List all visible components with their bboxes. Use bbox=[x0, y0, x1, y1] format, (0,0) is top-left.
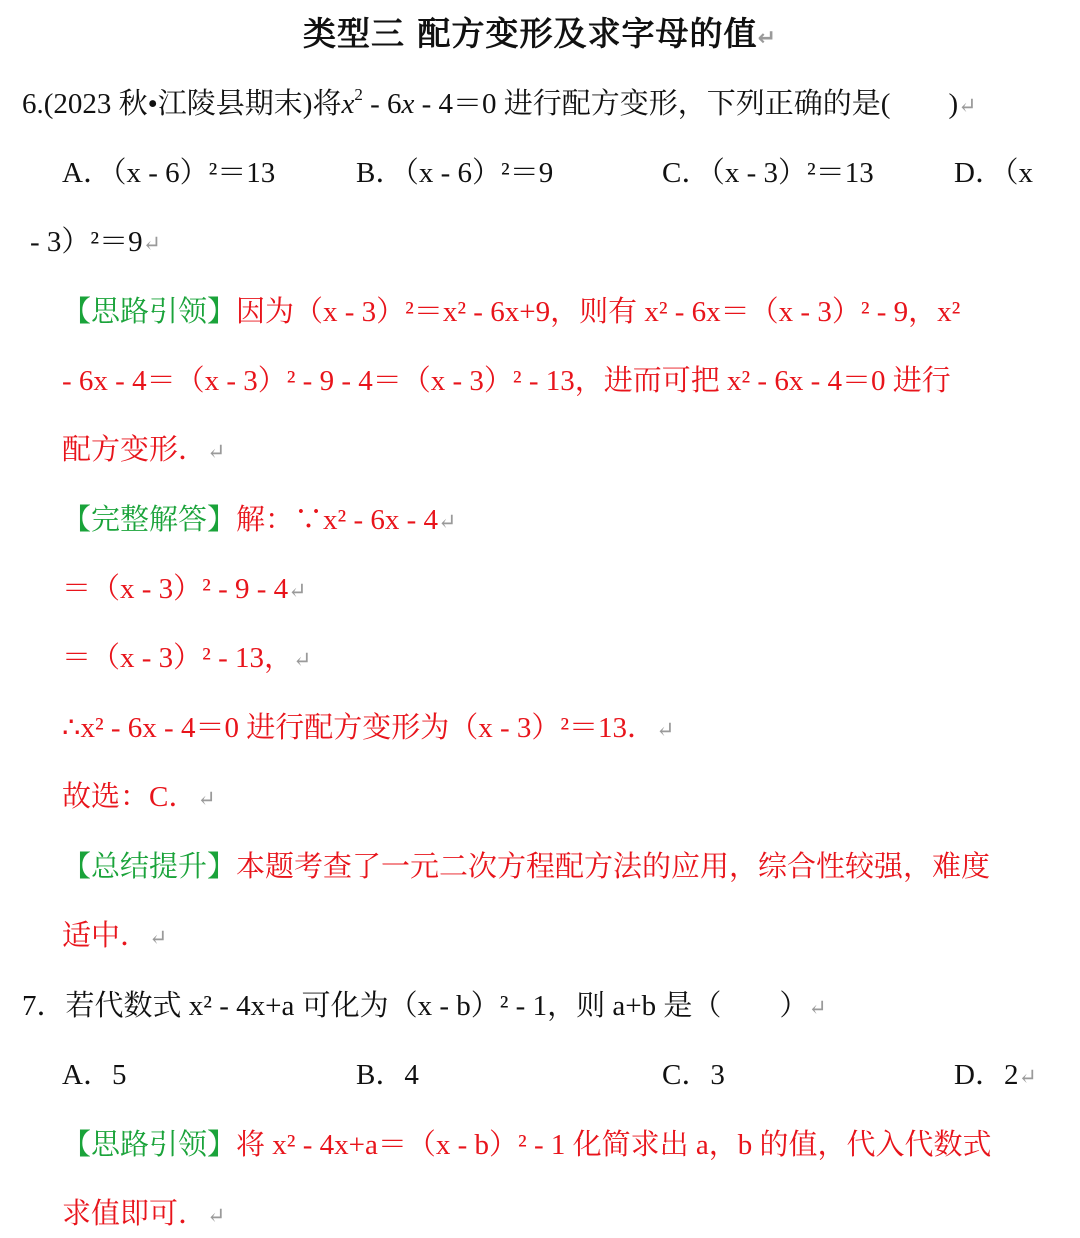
q6-answer-label: 【完整解答】 bbox=[62, 504, 237, 536]
paragraph-mark: ↵ bbox=[757, 26, 777, 51]
q6-answer-line1: 【完整解答】解：∵x² - 6x - 4↵ bbox=[62, 504, 457, 536]
q6-summary-line1: 【总结提升】本题考查了一元二次方程配方法的应用，综合性较强，难度 bbox=[62, 851, 991, 883]
q6-hint-text1: 因为（x - 3）²＝x² - 6x+9，则有 x² - 6x＝（x - 3）² - 9，x² bbox=[236, 296, 961, 328]
q7-stem-text: 7．若代数式 x² - 4x+a 可化为（x - b）² - 1，则 a+b 是（ ） bbox=[22, 990, 809, 1022]
q7-option-c: C．3 bbox=[662, 1059, 725, 1091]
q6-option-b: B．（x - 6）²＝9 bbox=[356, 157, 554, 189]
q6-option-a: A．（x - 6）²＝13 bbox=[62, 157, 276, 189]
q6-summary-label: 【总结提升】 bbox=[62, 851, 237, 883]
q6-answer-line3: ＝（x - 3）² - 13，↵ bbox=[62, 642, 312, 674]
q6-hint-line3: 配方变形．↵ bbox=[62, 434, 226, 466]
q6-option-c: C．（x - 3）²＝13 bbox=[662, 157, 874, 189]
q7-hint-label: 【思路引领】 bbox=[62, 1129, 237, 1161]
q6-hint-line2: - 6x - 4＝（x - 3）² - 9 - 4＝（x - 3）² - 13，进而可把 x² - 6x - 4＝0 进行 bbox=[62, 365, 951, 397]
q6-option-d: D．（x bbox=[954, 157, 1033, 189]
q7-option-b: B．4 bbox=[356, 1059, 419, 1091]
q6-option-d-continued: - 3）²＝9↵ bbox=[30, 226, 162, 258]
q7-stem: 7．若代数式 x² - 4x+a 可化为（x - b）² - 1，则 a+b 是（ ）↵ bbox=[22, 990, 827, 1022]
section-title-text: 类型三 配方变形及求字母的值 bbox=[303, 14, 758, 53]
q6-hint-label: 【思路引领】 bbox=[62, 296, 237, 328]
q6-stem-mid2: - 4＝0 进行配方变形，下列正确的是( ) bbox=[414, 88, 959, 120]
q6-answer-line2: ＝（x - 3）² - 9 - 4↵ bbox=[62, 573, 307, 605]
q6-stem-text: 6.(2023 秋•江陵县期末)将 bbox=[22, 88, 342, 120]
q7-hint-line2: 求值即可．↵ bbox=[62, 1198, 226, 1230]
q7-option-d: D．2↵ bbox=[954, 1059, 1037, 1091]
q7-hint-line1: 【思路引领】将 x² - 4x+a＝（x - b）² - 1 化简求出 a，b 的值，代入代数式 bbox=[62, 1129, 992, 1161]
q6-stem: 6.(2023 秋•江陵县期末)将$x^2 - 6x - 4=0$ 进行配方变形，下列正确的是( )↵ bbox=[22, 85, 977, 120]
section-title bbox=[0, 12, 1080, 61]
q7-option-a: A．5 bbox=[62, 1059, 127, 1091]
q6-summary-line2: 适中．↵ bbox=[62, 920, 168, 952]
q6-options bbox=[0, 153, 1080, 193]
q6-answer-line4: ∴x² - 6x - 4＝0 进行配方变形为（x - 3）²＝13．↵ bbox=[62, 712, 675, 744]
q6-choice: 故选：C．↵ bbox=[62, 781, 216, 813]
q6-stem-mid: - 6 bbox=[362, 88, 402, 120]
q7-options bbox=[0, 1055, 1080, 1095]
q6-hint-line1 bbox=[62, 292, 960, 332]
